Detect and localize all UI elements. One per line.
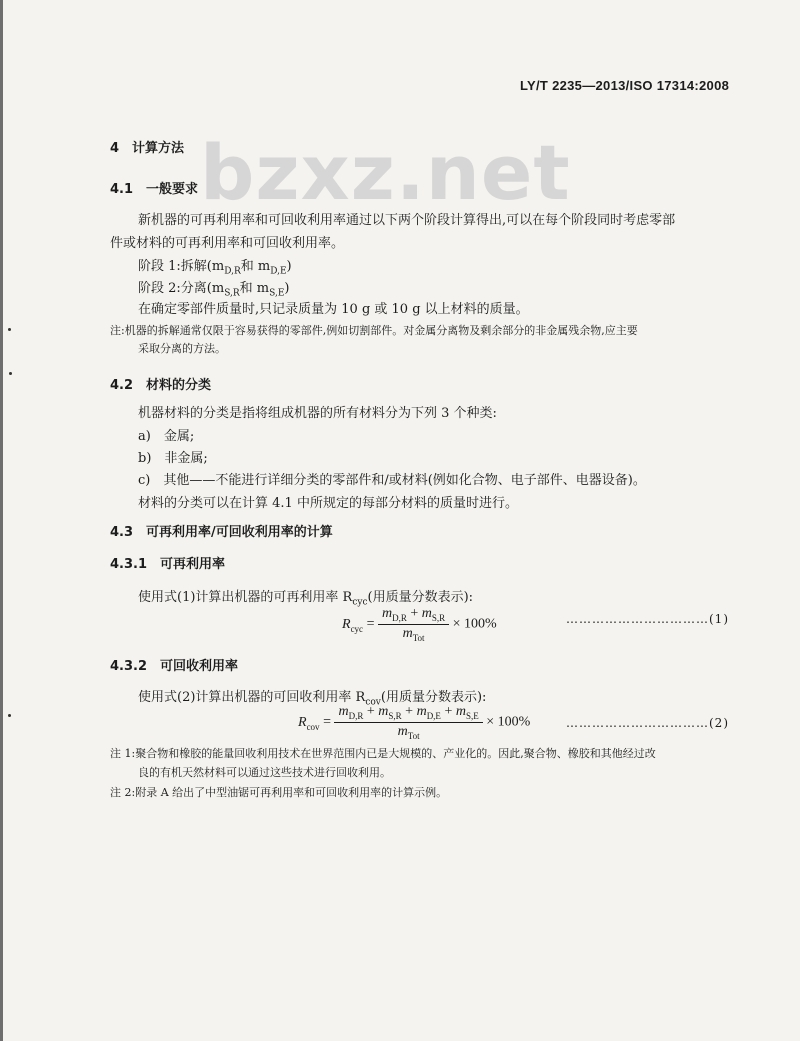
formula-2-label: ……………………………(2) [566, 716, 729, 730]
formula-2-fraction: $\frac{m_{D,R} + m_{S,R} + m_{D,E} + m_{S,E}}{m_{Tot}}$ [334, 704, 482, 741]
standard-code: LY/T 2235—2013/ISO 17314:2008 [520, 78, 730, 93]
formula-1-intro: 使用式(1)计算出机器的可再利用率 $R_{cyc}$(用质量分数表示): [138, 590, 474, 608]
mass-rule: 在确定零部件质量时,只记录质量为 10 g 或 10 g 以上材料的质量。 [138, 302, 529, 317]
formula-2-intro: 使用式(2)计算出机器的可回收利用率 $R_{cov}$(用质量分数表示): [138, 690, 487, 708]
formula-1: $R_{cyc}$ = $\frac{m_{D,R} + m_{S,R}}{m_{Tot}}$ × 100% [342, 606, 497, 643]
s41-para-line2: 件或材料的可再利用率和可回收利用率。 [110, 236, 345, 251]
formula-1-fraction: $\frac{m_{D,R} + m_{S,R}}{m_{Tot}}$ [378, 606, 449, 643]
formula-1-label: ……………………………(1) [566, 612, 729, 626]
note-1-line2: 良的有机天然材料可以通过这些技术进行回收利用。 [138, 766, 391, 779]
formula-2: $R_{cov}$ = $\frac{m_{D,R} + m_{S,R} + m_{D,E} + m_{S,E}}{m_{Tot}}$ × 100% [298, 704, 531, 741]
scan-dot [8, 714, 11, 717]
section-4-3-1-heading: 4.3.1 可再利用率 [110, 557, 226, 572]
note-1-line1: 注 1:聚合物和橡胶的能量回收利用技术在世界范围内已是大规模的、产业化的。因此,聚合物、橡胶和其他经过改 [110, 747, 656, 760]
item-b: b) 非金属; [138, 451, 208, 466]
section-4-3-heading: 4.3 可再利用率/可回收利用率的计算 [110, 525, 333, 540]
section-4-1-heading: 4.1 一般要求 [110, 182, 199, 197]
section-4-heading: 4 计算方法 [110, 141, 185, 156]
watermark: bzxz.net [200, 128, 571, 217]
scan-dot [8, 328, 11, 331]
s42-closing: 材料的分类可以在计算 4.1 中所规定的每部分材料的质量时进行。 [138, 496, 518, 511]
section-4-3-2-heading: 4.3.2 可回收利用率 [110, 659, 239, 674]
note-2: 注 2:附录 A 给出了中型油锯可再利用率和可回收利用率的计算示例。 [110, 786, 448, 799]
item-a: a) 金属; [138, 429, 195, 444]
section-4-2-heading: 4.2 材料的分类 [110, 378, 212, 393]
scan-edge [0, 0, 3, 1041]
s42-intro: 机器材料的分类是指将组成机器的所有材料分为下列 3 个种类: [138, 406, 497, 421]
stage-2: 阶段 2:分离($m_{S,R}$和 $m_{S,E}$) [138, 281, 290, 299]
item-c: c) 其他——不能进行详细分类的零部件和/或材料(例如化合物、电子部件、电器设备)。 [138, 473, 646, 488]
stage-1: 阶段 1:拆解($m_{D,R}$和 $m_{D,E}$) [138, 259, 292, 277]
s41-note-line2: 采取分离的方法。 [138, 342, 226, 355]
s41-note-line1: 注:机器的拆解通常仅限于容易获得的零部件,例如切割部件。对金属分离物及剩余部分的非金属残余物,应主要 [110, 324, 638, 337]
scan-dot [9, 372, 12, 375]
s41-para-line1: 新机器的可再利用率和可回收利用率通过以下两个阶段计算得出,可以在每个阶段同时考虑零部 [138, 213, 676, 228]
